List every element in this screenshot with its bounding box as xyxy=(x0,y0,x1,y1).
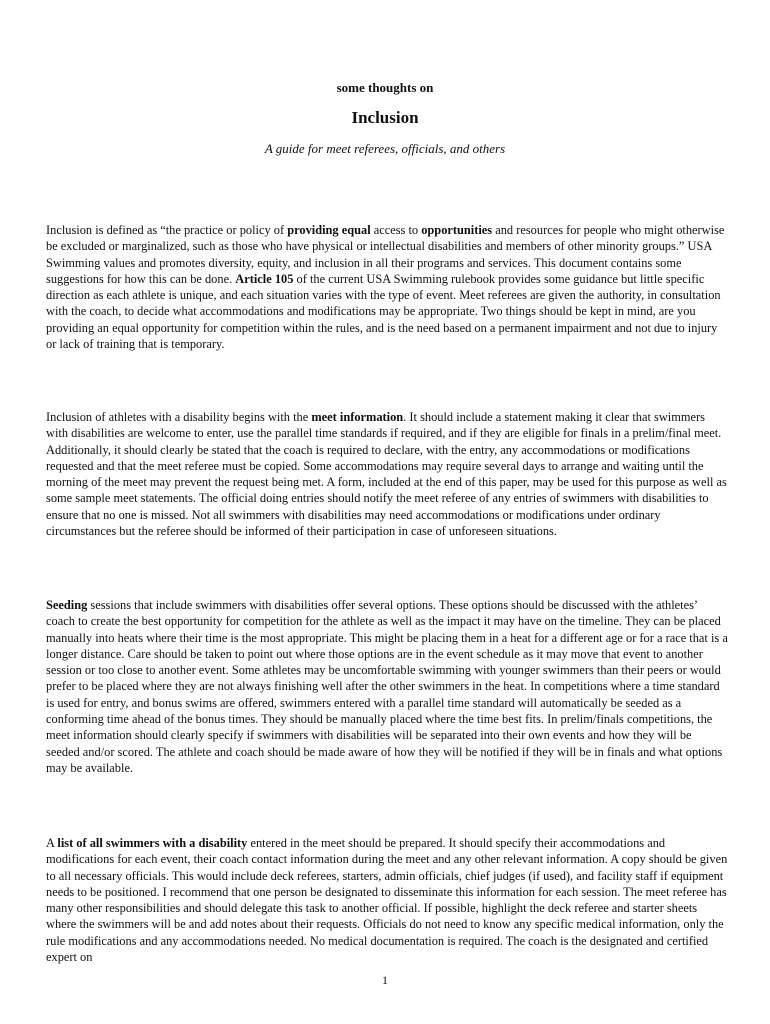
text-run: entered in the meet should be prepared. It should specify their accommodations and modifications for each event, their coach contact information during the meet and any other relevant information. A copy should be given to all necessary officials. This would include deck referees, starters, admin officials, chief judges (if used), and facility staff if equipment needs to be positioned. I recommend that one person be designated to disseminate this information for each session. The meet referee has many other responsibilities and should delegate this task to another official. If possible, highlight the deck referee and starter sheets where the swimmers will be and add notes about their requests. Officials do not need to know any specific medical information, only the rule modifications and any accommodations needed. No medical documentation is required. The coach is the designated and certified expert on xyxy=(46,836,728,965)
document-kicker: some thoughts on xyxy=(336,80,434,95)
paragraph-seeding xyxy=(46,597,728,776)
text-run: of the current USA Swimming rulebook provides some guidance but little specific direction as each athlete is unique, and each situation varies with the type of event. Meet referees are given the authority, in consultation with the coach, to decide what accommodations and modifications may be appropriate. Two things should be kept in mind, are you providing an equal opportunity for competition within the rules, and is the need based on a permanent impairment and not due to injury or lack of training that is temporary. xyxy=(46,271,721,352)
bold-term: list of all swimmers with a disability xyxy=(57,836,248,850)
bold-term: opportunities xyxy=(421,223,493,237)
text-run: A xyxy=(46,836,58,850)
bold-term: providing equal xyxy=(287,223,371,237)
text-run: and resources for people who might otherwise be excluded or marginalized, such as those who have physical or intellectual disabilities and members of other minority groups.” USA Swimming values and promotes diversity, equity, and inclusion in all their programs and services. This document contains some suggestions for how this can be done. xyxy=(46,223,725,286)
document-subtitle: A guide for meet referees, officials, and others xyxy=(264,141,506,156)
bold-term: meet information xyxy=(311,410,404,424)
text-run: . It should include a statement making it clear that swimmers with disabilities are welcome to enter, use the parallel time standards if required, and if they are eligible for finals in a prelim/final meet. Additionally, it should clearly be stated that the coach is required to declare, with the entry, any accommodations or modifications requested and that the meet referee must be copied. Some accommodations may require several days to arrange and waiting until the morning of the meet may prevent the request being met. A form, included at the end of this paper, may be used for this purpose as well as some sample meet statements. The official doing entries should notify the meet referee of any entries of swimmers with disabilities to ensure that no one is missed. Not all swimmers with disabilities may need accommodations or modifications under ordinary circumstances but the referee should be informed of their participation in case of unforeseen situations. xyxy=(46,410,727,539)
text-run: sessions that include swimmers with disabilities offer several options. These options should be discussed with the athletes’ coach to create the best opportunity for competition for the athlete as well as the impact it may have on the timeline. They can be placed manually into heats where their time is the most appropriate. This might be placing them in a heat for a different age or for a race that is a longer distance. Care should be taken to point out where those options are in the event schedule as it may move that event to another session or too close to another event. Some athletes may be uncomfortable swimming with younger swimmers than their peers or would prefer to be placed where they are not always finishing well after the other swimmers in the heat. In competitions where a time standard is used for entry, and bonus swims are offered, swimmers entered with a parallel time standard will automatically be seeded as a conforming time ahead of the bonus times. They should be manually placed where the time best fits. In prelim/finals competitions, the meet information should clearly specify if swimmers with disabilities will be separated into their own events and how they will be seeded and/or scored. The athlete and coach should be made aware of how they will be notified if they will be in finals and what options may be available. xyxy=(46,598,728,775)
paragraph-swimmer-list xyxy=(46,835,728,965)
text-run: Inclusion of athletes with a disability begins with the xyxy=(46,410,312,424)
text-run: access to xyxy=(370,223,422,237)
page-number: 1 xyxy=(382,973,388,987)
bold-term: Article 105 xyxy=(235,271,294,286)
bold-term: Seeding xyxy=(46,598,88,612)
paragraph-definition xyxy=(46,222,728,352)
text-run: Inclusion is defined as “the practice or policy of xyxy=(46,223,288,237)
paragraph-meet-information xyxy=(46,409,728,539)
document-title: Inclusion xyxy=(351,108,419,127)
